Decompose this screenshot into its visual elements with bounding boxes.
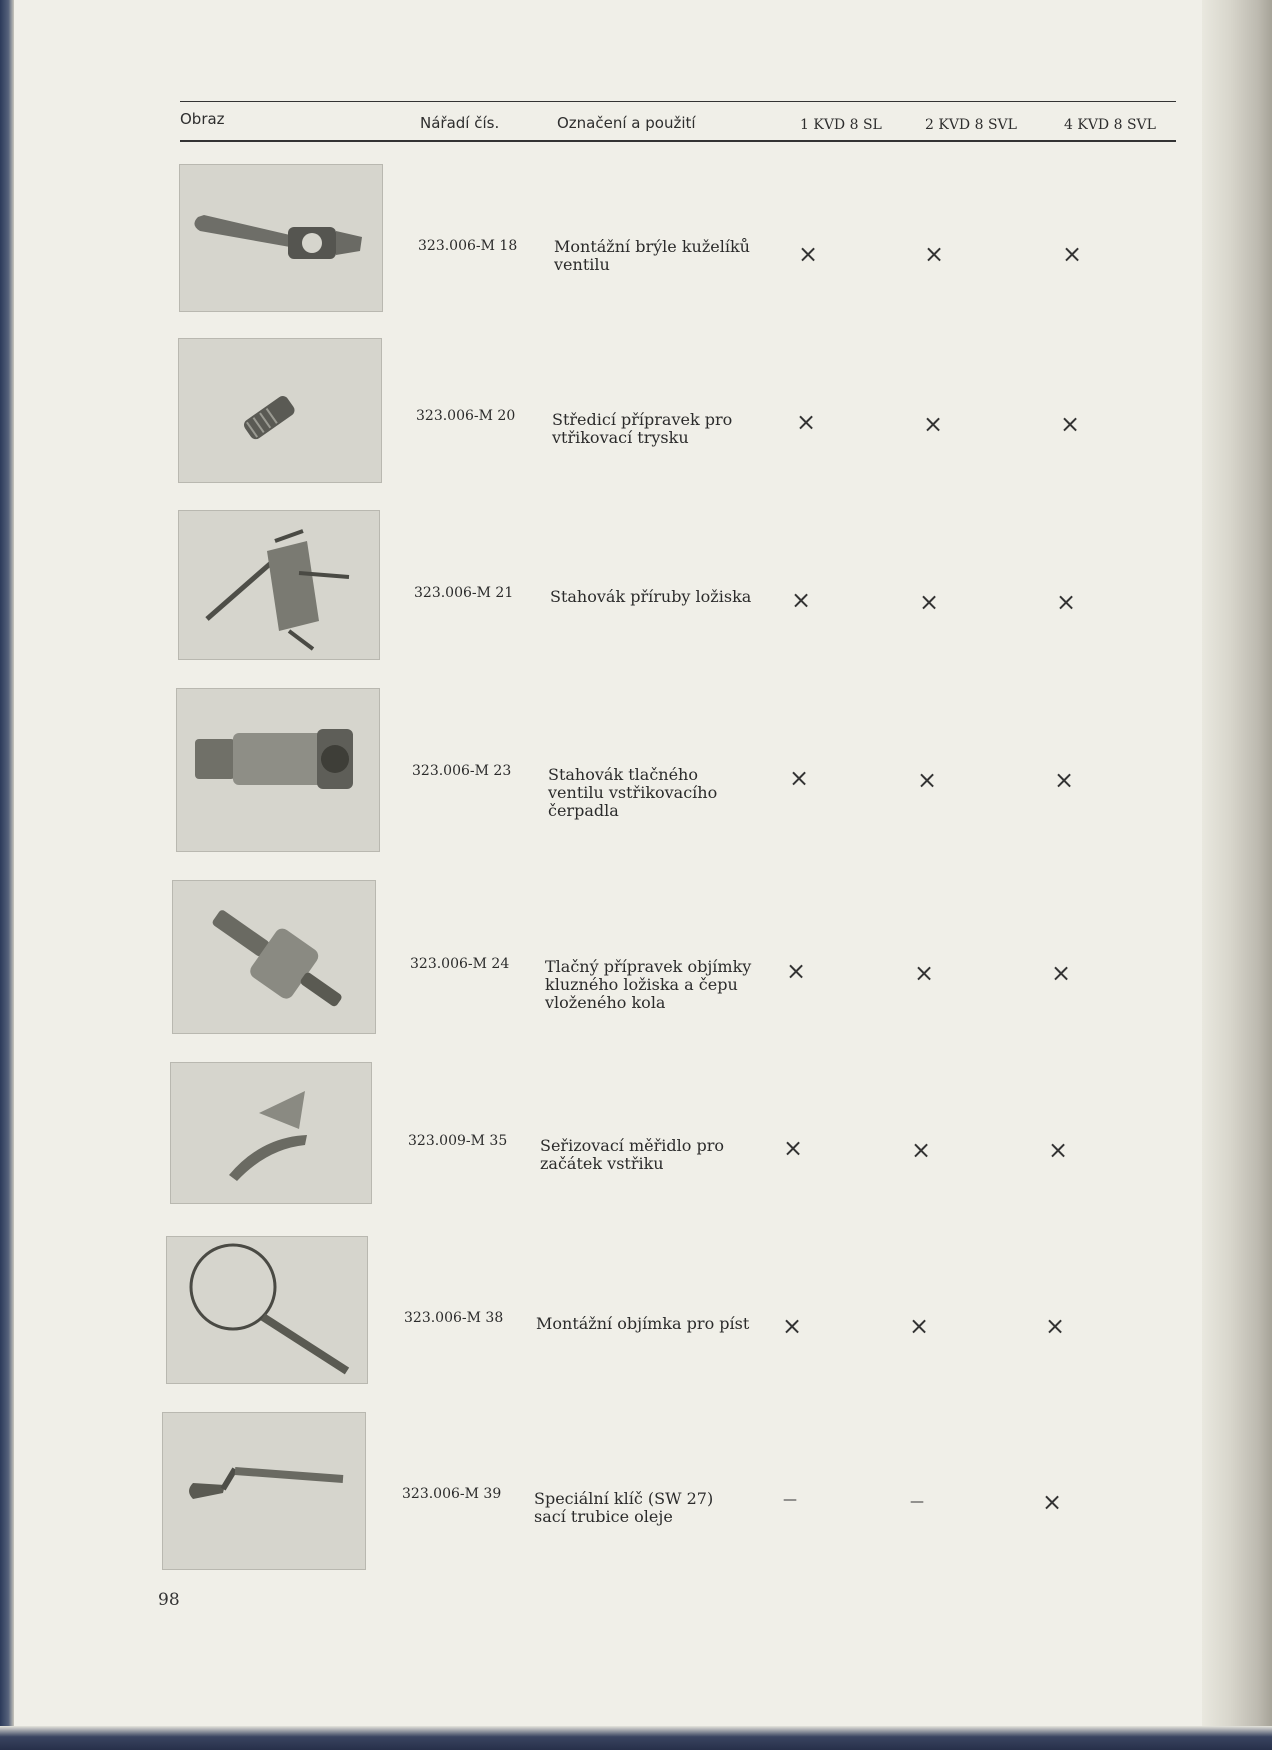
tool-photo-pressure-valve-puller [176,688,380,852]
tool-code: 323.006-M 38 [404,1310,504,1326]
applies-model-1: × [797,240,819,268]
applies-model-2: × [908,1312,930,1340]
ring-clamp-illustration [167,1237,367,1383]
book-cover-edge [0,1726,1272,1750]
applies-model-1: × [788,764,810,792]
tool-code: 323.006-M 23 [412,763,512,779]
header-designation: Označení a použití [557,114,696,132]
header-model-1: 1 KVD 8 SL [800,117,882,133]
header-tool-no: Nářadí čís. [420,114,500,132]
applies-model-3: × [1055,588,1077,616]
applies-model-2: × [910,1136,932,1164]
applies-model-3: × [1059,410,1081,438]
applies-model-1: × [795,408,817,436]
applies-model-2: × [913,959,935,987]
applies-model-3: × [1044,1312,1066,1340]
tool-code: 323.006-M 21 [414,585,514,601]
applies-model-3: × [1053,766,1075,794]
sleeve-illustration [179,339,381,482]
applies-model-1: × [790,586,812,614]
tool-photo-bearing-sleeve-press [172,880,376,1034]
tool-code: 323.006-M 24 [410,956,510,972]
wrench-flat-illustration [180,165,382,311]
applies-model-1: × [785,957,807,985]
applies-model-3: × [1041,1488,1063,1516]
applies-model-3: × [1050,959,1072,987]
tool-description: Stahovák příruby ložiska [550,587,752,606]
tool-photo-injection-timing-gauge [170,1062,372,1204]
press-fixture-illustration [173,881,375,1033]
book-spine [0,0,14,1750]
applies-model-2: — [910,1494,924,1510]
puller-illustration [179,511,379,659]
tool-photo-special-wrench [162,1412,366,1570]
tool-description: Tlačný přípravek objímky kluzného ložiska a čepu vloženého kola [545,957,752,1012]
tool-description: Montážní objímka pro píst [536,1314,750,1333]
tool-code: 323.006-M 20 [416,408,516,424]
gauge-illustration [171,1063,371,1203]
applies-model-3: × [1047,1136,1069,1164]
tool-photo-piston-ring-sleeve [166,1236,368,1384]
applies-model-2: × [916,766,938,794]
applies-model-2: × [923,240,945,268]
applies-model-1: — [783,1492,797,1508]
header-top-rule [180,101,1176,102]
tool-code: 323.009-M 35 [408,1133,508,1149]
applies-model-1: × [782,1134,804,1162]
tool-description: Seřizovací měřidlo pro začátek vstřiku [540,1136,725,1173]
header-model-2: 2 KVD 8 SVL [925,117,1017,133]
applies-model-3: × [1061,240,1083,268]
tool-code: 323.006-M 18 [418,238,518,254]
applies-model-2: × [918,588,940,616]
tool-description: Montážní brýle kuželíků ventilu [554,237,750,274]
threaded-puller-illustration [177,689,379,851]
tool-description: Stahovák tlačného ventilu vstřikovacího čerpadla [548,765,718,820]
header-bottom-rule [180,140,1176,142]
tool-photo-centering-fixture [178,338,382,483]
bent-wrench-illustration [163,1413,365,1569]
tool-description: Středicí přípravek pro vtřikovací trysku [552,410,733,447]
tool-photo-bearing-flange-puller [178,510,380,660]
tool-photo-valve-cone-spectacles [179,164,383,312]
header-model-3: 4 KVD 8 SVL [1064,117,1156,133]
page-number: 98 [158,1590,180,1610]
header-image: Obraz [180,110,225,128]
page-edge [1202,0,1272,1750]
applies-model-1: × [781,1312,803,1340]
tool-description: Speciální klíč (SW 27) sací trubice oleje [534,1489,714,1526]
applies-model-2: × [922,410,944,438]
tool-code: 323.006-M 39 [402,1486,502,1502]
